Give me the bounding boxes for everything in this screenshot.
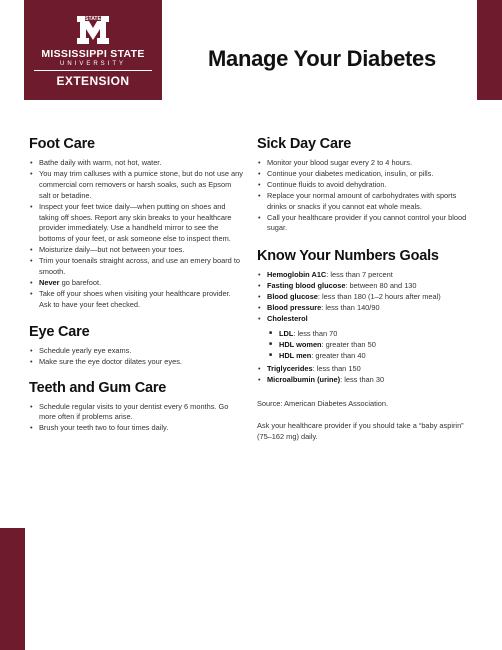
never-emphasis: Never	[39, 277, 60, 287]
numbers-heading: Know Your Numbers Goals	[257, 248, 439, 265]
goal-value: : less than 30	[340, 375, 385, 385]
goal-label: LDL	[279, 328, 294, 338]
sick-day-heading: Sick Day Care	[257, 136, 352, 152]
list-item	[267, 314, 474, 362]
goal-value: : less than 70	[293, 328, 338, 338]
never-text: go barefoot.	[59, 277, 102, 287]
list-item: • Trim your toenails straight across, and use an emery board to smooth.	[39, 256, 244, 278]
list-item: • Make sure the eye doctor dilates your eyes.	[39, 357, 244, 368]
list-item	[39, 278, 244, 289]
goal-value: : less than 150	[312, 364, 361, 374]
sick-day-list	[257, 158, 474, 234]
eye-care-list	[29, 346, 244, 368]
list-item: • Brush your teeth two to four times daily.	[39, 423, 244, 434]
list-item: • Take off your shoes when visiting your healthcare provider. Ask to have your feet checked.	[39, 289, 244, 311]
list-item	[279, 350, 474, 361]
teeth-care-heading: Teeth and Gum Care	[29, 379, 167, 396]
list-item	[267, 292, 474, 303]
list-item: • Continue fluids to avoid dehydration.	[267, 180, 474, 191]
goal-value: : between 80 and 130	[345, 281, 417, 291]
goal-label: HDL men	[279, 351, 312, 361]
goal-value: : greater than 50	[321, 340, 376, 350]
goal-label: Blood pressure	[267, 303, 322, 313]
goal-label: Fasting blood glucose	[267, 281, 346, 291]
list-item	[279, 339, 474, 350]
brand-name: MISSISSIPPI STATE	[41, 48, 145, 60]
brand-logo	[24, 0, 162, 100]
list-item	[267, 375, 474, 386]
corner-tab-bottom-left	[0, 528, 25, 650]
page-title: Manage Your Diabetes	[208, 46, 436, 71]
cholesterol-list	[267, 328, 474, 362]
list-item: • Moisturize daily—but not between your toes.	[39, 245, 244, 256]
list-item: • You may trim calluses with a pumice stone, but do not use any commercial corn removers or harsh soaks, such as Epsom salt or betadine.	[39, 169, 244, 202]
right-column	[257, 136, 474, 443]
goal-label: Triglycerides	[267, 364, 313, 374]
list-item	[267, 270, 474, 281]
foot-care-list	[29, 158, 244, 311]
eye-care-heading: Eye Care	[29, 323, 90, 340]
numbers-list	[257, 270, 474, 386]
teeth-care-list	[29, 402, 244, 435]
goal-label: Blood glucose	[267, 292, 318, 302]
goal-value: : greater than 40	[311, 351, 366, 361]
list-item: • Bathe daily with warm, not hot, water.	[39, 158, 244, 169]
foot-care-heading: Foot Care	[29, 136, 95, 152]
goal-value: : less than 180 (1–2 hours after meal)	[317, 292, 441, 302]
list-item: • Replace your normal amount of carbohydrates with sports drinks or snacks if you cannot eat whole meals.	[267, 191, 474, 213]
brand-university: UNIVERSITY	[59, 61, 126, 67]
goal-label: Hemoglobin A1C	[267, 270, 327, 280]
goal-value: : less than 7 percent	[326, 270, 393, 280]
svg-text:STATE: STATE	[85, 16, 101, 22]
goal-label: HDL women	[279, 340, 322, 350]
goal-value: : less than 140/90	[321, 303, 380, 313]
list-item	[279, 328, 474, 339]
list-item: • Monitor your blood sugar every 2 to 4 hours.	[267, 158, 474, 169]
source-note: Source: American Diabetes Association.	[257, 399, 389, 409]
aspirin-note: Ask your healthcare provider if you should take a “baby aspirin” (75–162 mg) daily.	[257, 421, 464, 442]
goal-label: Microalbumin (urine)	[267, 375, 341, 385]
list-item: • Call your healthcare provider if you cannot control your blood sugar.	[267, 213, 474, 235]
list-item: • Continue your diabetes medication, insulin, or pills.	[267, 169, 474, 180]
brand-divider	[34, 70, 152, 71]
corner-tab-top-right	[477, 0, 502, 100]
list-item: • Schedule yearly eye exams.	[39, 346, 244, 357]
left-column	[29, 136, 244, 434]
list-item	[267, 303, 474, 314]
goal-label: Cholesterol	[267, 313, 308, 323]
msu-m-logo-icon	[76, 14, 110, 46]
list-item: • Schedule regular visits to your dentist every 6 months. Go more often if problems arise.	[39, 402, 244, 424]
list-item: • Inspect your feet twice daily—when putting on shoes and taking off shoes. Report any skin breaks to your healthcare provider immediately. Use a handheld mirror to see the bottoms of your feet, or ask someone else to inspect them.	[39, 202, 244, 246]
list-item	[267, 281, 474, 292]
list-item	[267, 364, 474, 375]
brand-extension: EXTENSION	[56, 74, 130, 88]
